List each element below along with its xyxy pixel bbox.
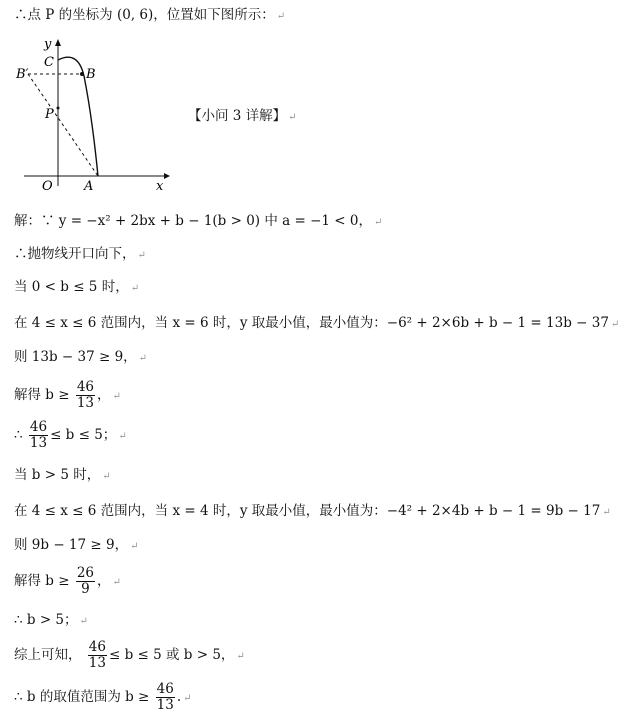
dashed-ba — [28, 74, 98, 176]
line-point-p — [14, 6, 285, 26]
return-mark: ↵ — [610, 319, 619, 330]
y-axis-arrow — [55, 39, 61, 46]
point-b — [80, 72, 84, 76]
line-text: 解：∵ y = −x² + 2bx + b − 1(b > 0) 中 a = −1 < 0， — [14, 213, 372, 229]
line-case1-solve — [14, 380, 121, 411]
line-text: ≤ b ≤ 5； — [50, 427, 117, 443]
label-b: B — [86, 67, 96, 82]
fraction — [88, 640, 107, 671]
label-p: P — [45, 107, 54, 122]
line-text: 当 0 < b ≤ 5 时， — [14, 279, 129, 295]
denominator: 13 — [156, 697, 174, 713]
x-axis-arrow — [164, 173, 170, 179]
numerator: 46 — [29, 419, 48, 435]
numerator: 26 — [76, 565, 95, 581]
return-mark: ↵ — [79, 616, 88, 627]
denominator: 13 — [29, 435, 48, 451]
line-text: ∴点 P 的坐标为 (0, 6)，位置如下图所示： — [14, 7, 275, 23]
line-text: ≤ b ≤ 5 或 b > 5， — [108, 647, 235, 663]
fraction — [29, 420, 48, 451]
return-mark: ↵ — [112, 577, 121, 588]
label-b-prime: B′ — [16, 67, 29, 82]
line-text: 在 4 ≤ x ≤ 6 范围内，当 x = 6 时，y 取最小值，最小值为：−6² + 2×6b + b − 1 = 13b − 37 — [14, 315, 609, 331]
line-text: ∴抛物线开口向下， — [14, 246, 136, 262]
line-text: 则 13b − 37 ≥ 9， — [14, 349, 137, 365]
return-mark: ↵ — [137, 250, 146, 261]
line-text: 解得 b ≥ — [14, 387, 70, 403]
line-text: 解得 b ≥ — [14, 573, 70, 589]
line-case2-solve — [14, 566, 121, 597]
line-case1 — [14, 278, 139, 298]
return-mark: ↵ — [118, 431, 127, 442]
label-c: C — [44, 55, 54, 70]
parabola-diagram — [14, 36, 174, 196]
line-text: 在 4 ≤ x ≤ 6 范围内，当 x = 4 时，y 取最小值，最小值为：−4² + 2×4b + b − 1 = 9b − 17 — [14, 503, 601, 519]
line-case2-ineq — [14, 536, 138, 556]
point-p — [57, 107, 60, 110]
return-mark: ↵ — [288, 112, 297, 123]
numerator: 46 — [156, 681, 174, 697]
line-text: 综上可知， — [14, 647, 82, 663]
line-solution-start — [14, 212, 382, 232]
fraction — [76, 566, 95, 597]
line-text: ∴ — [14, 427, 23, 443]
return-mark: ↵ — [102, 471, 111, 482]
return-mark: ↵ — [236, 651, 245, 662]
line-text: 当 b > 5 时， — [14, 467, 101, 483]
return-mark: ↵ — [130, 541, 139, 552]
subquestion-3-label — [188, 104, 297, 124]
line-opens-down — [14, 245, 146, 265]
return-mark: ↵ — [112, 391, 121, 402]
label-o: O — [42, 179, 53, 194]
line-conclusion — [14, 682, 192, 713]
line-text: . — [176, 689, 182, 705]
line-summary — [14, 640, 245, 671]
line-text: ， — [97, 387, 111, 403]
return-mark: ↵ — [130, 283, 140, 294]
numerator: 46 — [76, 379, 95, 395]
denominator: 9 — [81, 581, 90, 597]
label-x: x — [156, 179, 164, 194]
line-case1-ineq — [14, 348, 147, 368]
label-y: y — [44, 37, 52, 52]
line-case2-min — [14, 502, 611, 522]
return-mark: ↵ — [276, 11, 286, 22]
line-case2-range — [14, 611, 88, 631]
line-text: ， — [97, 573, 111, 589]
denominator: 13 — [76, 395, 95, 411]
parabola-figure — [14, 36, 174, 200]
return-mark: ↵ — [183, 693, 192, 704]
line-text: ∴ b 的取值范围为 b ≥ — [14, 689, 150, 705]
line-text: 则 9b − 17 ≥ 9， — [14, 537, 129, 553]
return-mark: ↵ — [602, 507, 611, 518]
fraction — [76, 380, 95, 411]
line-case2 — [14, 466, 111, 486]
line-case1-range — [14, 420, 127, 451]
return-mark: ↵ — [373, 217, 383, 228]
line-text: ∴ b > 5； — [14, 612, 78, 628]
denominator: 13 — [88, 655, 106, 671]
return-mark: ↵ — [138, 353, 148, 364]
line-case1-min — [14, 314, 619, 334]
label-a: A — [84, 179, 94, 194]
subquestion-text: 【小问 3 详解】 — [188, 108, 287, 124]
fraction — [156, 682, 175, 713]
numerator: 46 — [88, 639, 106, 655]
